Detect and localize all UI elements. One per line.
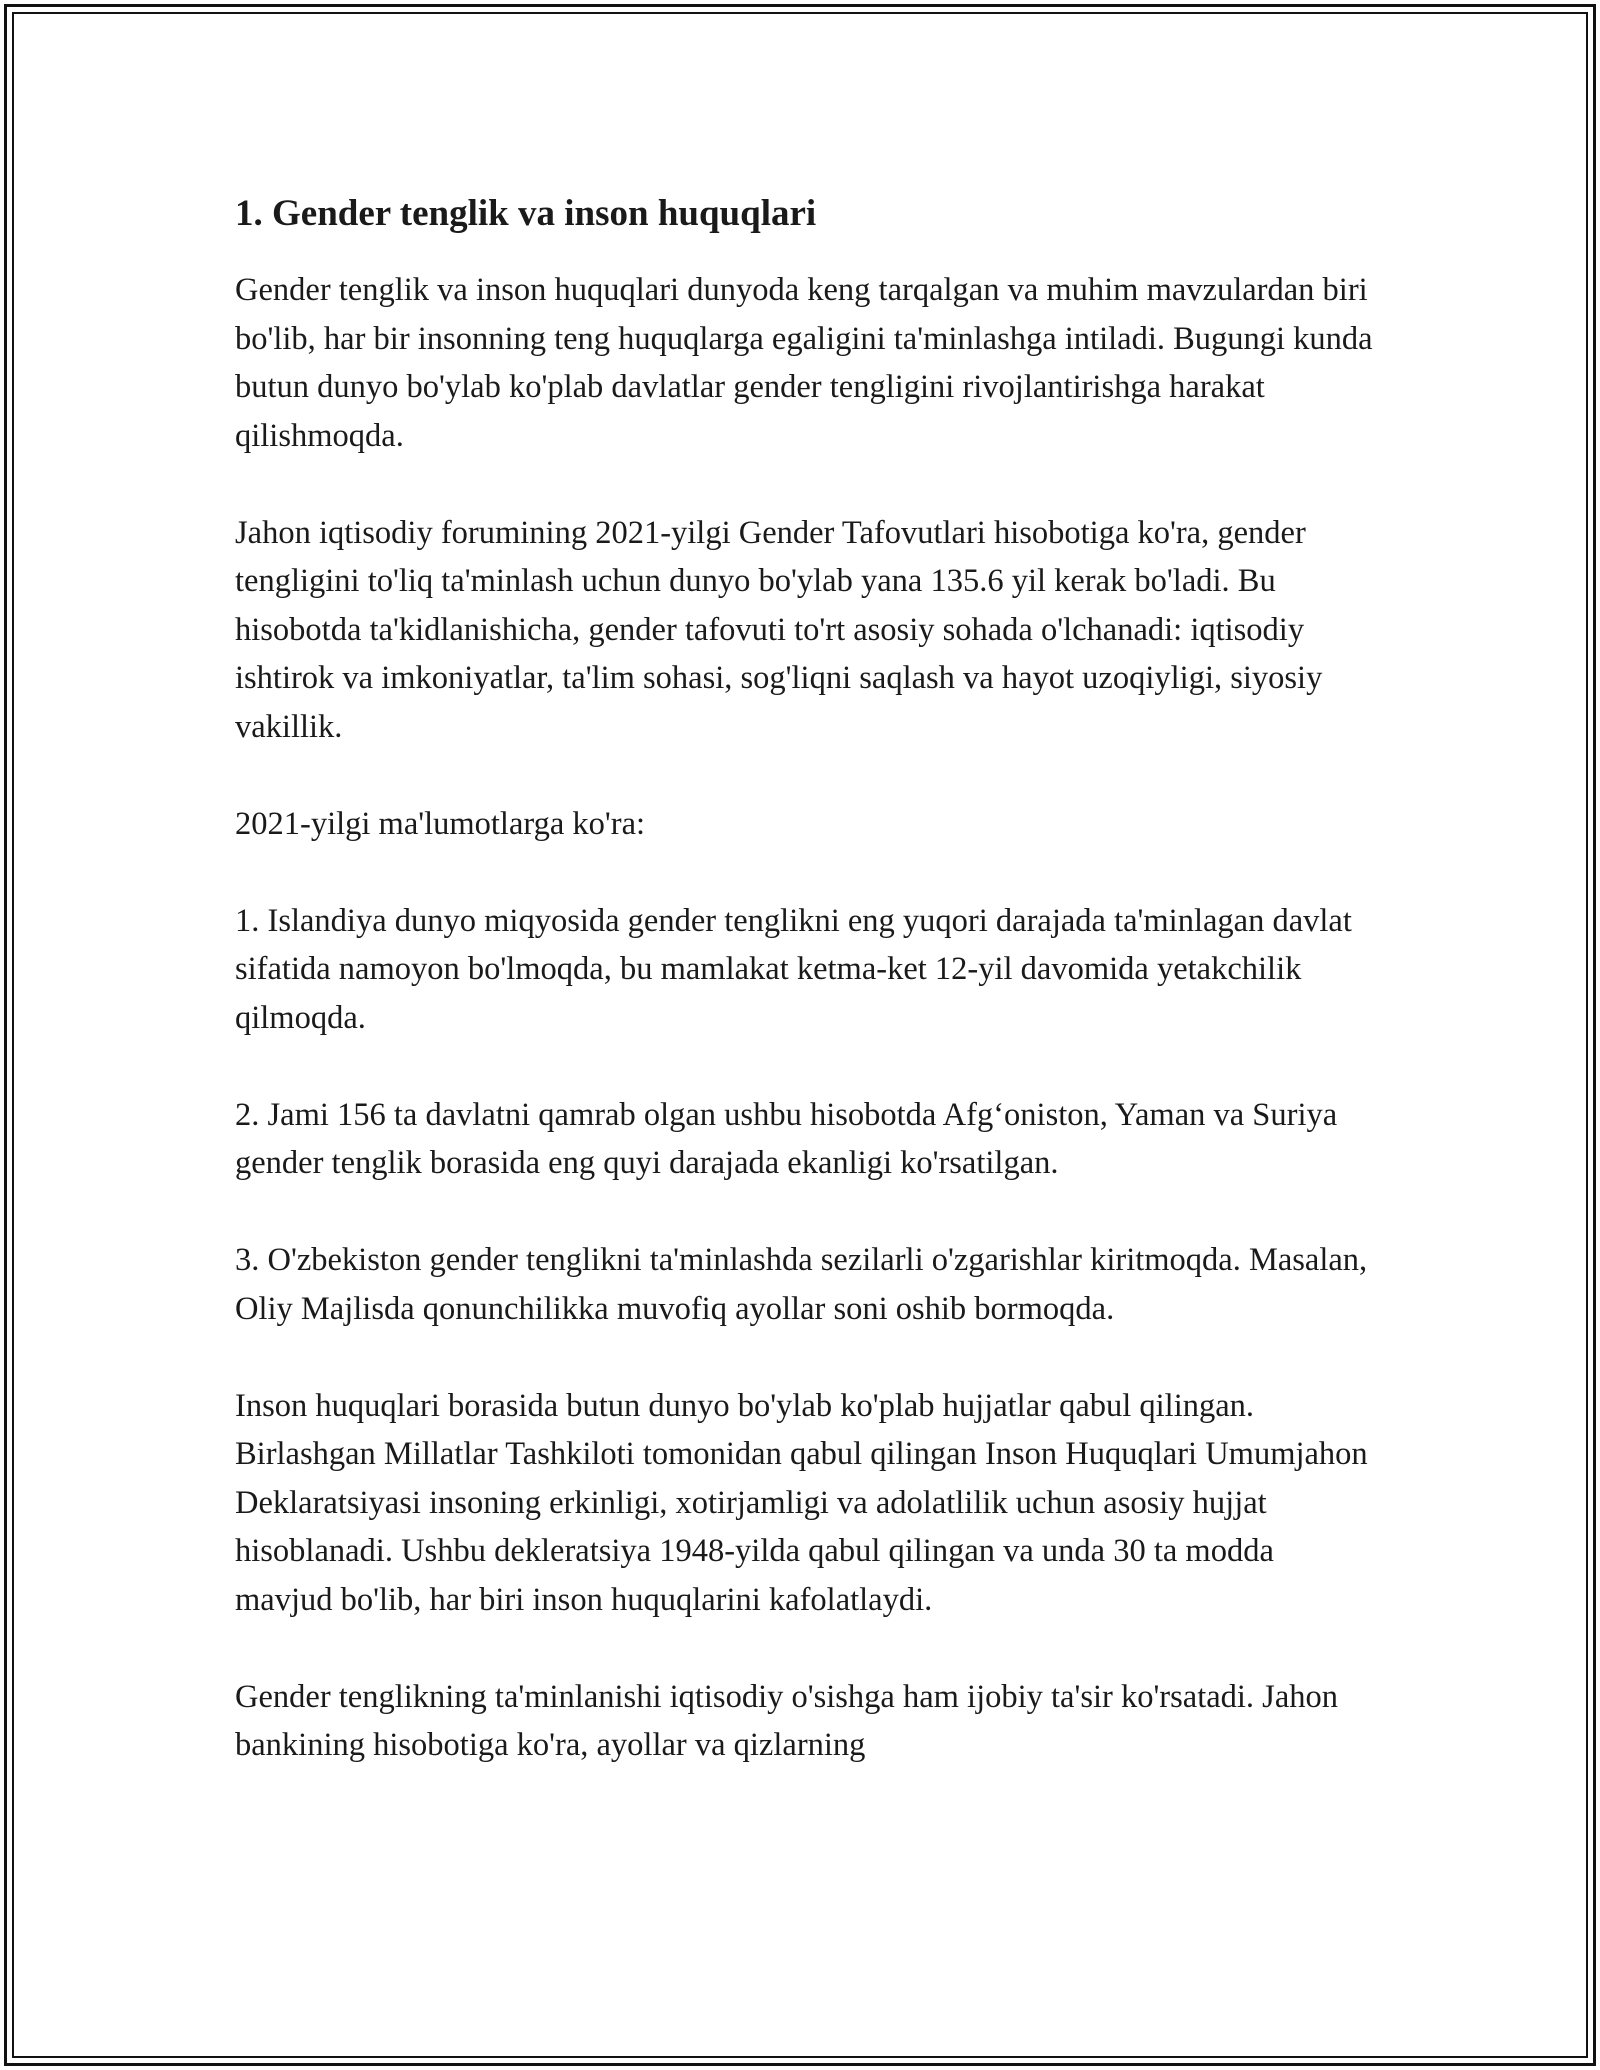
list-item-3: 3. O'zbekiston gender tenglikni ta'minlashda sezilarli o'zgarishlar kiritmoqda. Masalan, Oliy Majlisda qonunchilikka muvofiq ayollar soni oshib bormoqda. [235,1242,1368,1327]
document-body [235,190,1375,1770]
paragraph-economic-growth: Gender tenglikning ta'minlanishi iqtisodiy o'sishga ham ijobiy ta'sir ko'rsatadi. Jahon bankining hisobotiga ko'ra, ayollar va qizlarning [235,1678,1339,1763]
paragraph-gender-gap-report: Jahon iqtisodiy forumining 2021-yilgi Gender Tafovutlari hisobotiga ko'ra, gender tengligini to'liq ta'minlash uchun dunyo bo'ylab yana 135.6 yil kerak bo'ladi. Bu hisobotda ta'kidlanishicha, gender tafovuti to'rt asosiy sohada o'lchanadi: iqtisodiy ishtirok va imkoniyatlar, ta'lim sohasi, sog'liqni saqlash va hayot uzoqiyligi, siyosiy vakillik. [235,514,1323,745]
document-title: 1. Gender tenglik va inson huquqlari [235,193,817,234]
list-item-1: 1. Islandiya dunyo miqyosida gender tenglikni eng yuqori darajada ta'minlagan davlat sifatida namoyon bo'lmoqda, bu mamlakat ketma-ket 12-yil davomida yetakchilik qilmoqda. [235,902,1352,1036]
list-item-2: 2. Jami 156 ta davlatni qamrab olgan ushbu hisobotda Afg‘oniston, Yaman va Suriya gender tenglik borasida eng quyi darajada ekanligi ko'rsatilgan. [235,1096,1338,1181]
paragraph-human-rights: Inson huquqlari borasida butun dunyo bo'ylab ko'plab hujjatlar qabul qilingan. Birlashgan Millatlar Tashkiloti tomonidan qabul qilingan Inson Huquqlari Umumjahon Deklaratsiyasi insoning erkinligi, xotirjamligi va adolatlilik uchun asosiy hujjat hisoblanadi. Ushbu dekleratsiya 1948-yilda qabul qilingan va unda 30 ta modda mavjud bo'lib, har biri inson huquqlarini kafolatlaydi. [235,1387,1368,1618]
paragraph-data-lead: 2021-yilgi ma'lumotlarga ko'ra: [235,805,646,842]
paragraph-intro: Gender tenglik va inson huquqlari dunyoda keng tarqalgan va muhim mavzulardan biri bo'lib, har bir insonning teng huquqlarga egaligini ta'minlashga intiladi. Bugungi kunda butun dunyo bo'ylab ko'plab davlatlar gender tengligini rivojlantirishga harakat qilishmoqda. [235,272,1373,454]
